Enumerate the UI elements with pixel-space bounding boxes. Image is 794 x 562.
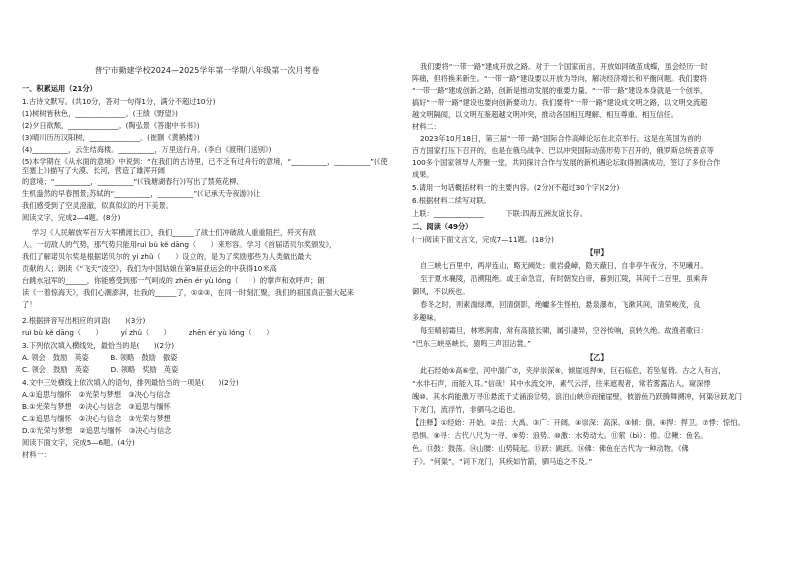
passage-line-6: 读《一着惊海天》，我们心潮澎湃，壮我的______了，①②③，在同一时刻汇聚，我们的祖国真正强大起来 <box>22 288 354 297</box>
question-1-5-cont-c: 我们感受到了空灵澄澈，似真似幻的月下美景。 <box>22 201 173 210</box>
jia-line-3: 御风，不以疾也。 <box>412 287 470 296</box>
jia-line-7: “巴东三峡巫峡长，猿鸣三声泪沾裳。” <box>412 339 531 348</box>
material-two-line-1: 2023年10月18日，第三届“一带一路”国际合作高峰论坛在北京举行。这是在英国为首的 <box>420 134 702 143</box>
passage-line-2: 人、一切敌人的气势，那气势只能用ruì bù kě dāng（ ）来形容。学习《首届诺贝尔奖颁发》， <box>22 240 337 249</box>
question-1-2: (2)夕日欲颓，______________。(陶弘景《答谢中书书》) <box>22 121 200 130</box>
section-two-heading: 二、阅读（49分） <box>412 222 473 231</box>
jia-line-5: 多趣味。 <box>412 313 441 322</box>
text-jia-label: 【甲】 <box>586 248 608 257</box>
jia-line-1: 自三峡七百里中，两岸连山，略无阙处；重岩叠嶂，隐天蔽日，自非亭午夜分，不见曦月。 <box>420 261 708 270</box>
material-two-line-4: 成果。 <box>412 170 434 179</box>
material-two-label: 材料二： <box>412 122 441 131</box>
yi-line-3: 魄⑩。其水尚能激万寻⑪悬流千丈涌浪⑫势，浪泊山峡⑬而撞崖壁，彼游鱼乃跃腾舞溯冲，何渠⑭跃龙门 <box>412 392 742 401</box>
question-1-3: (3)晴川历历汉阳树，______________。(崔颢《黄鹤楼》) <box>22 133 200 142</box>
question-3-options-ab: A. 领会 鼓励 英姿 B. 领略 鼓励 傲姿 <box>22 353 178 362</box>
jia-line-2: 至于夏水襄陵，沿溯阻绝。或王命急宣，有时朝发白帝，暮到江陵，其间千二百里，虽乘奔 <box>420 274 708 283</box>
notes-line-1: 【注释】①经始：开始。②岳：大禹。③广：开阔。④崇深：高深。⑤傾：倒。⑥捍：捍卫。⑦悸：惊怕。 <box>412 418 745 427</box>
notes-line-4: 子》。“何渠”，“词下龙门，其疾如竹箭，驷马追之不及。” <box>412 457 593 466</box>
question-1-5: (5)本学期在《从水面的意境》中说到：“在我们的古诗里，已不乏有过舟行的意境，“__________，__________”(《使至塞上》)描写了大漠、长河，营造了雄浑开阔 <box>22 157 388 175</box>
exam-title: 普宁市勤建学校2024—2025学年第一学期八年级第一次月考卷 <box>94 66 320 75</box>
question-4: 4.文中三处横线上依次填入的语句，排列最恰当的一项是( )(2分) <box>22 378 239 387</box>
reading-intro-2-4: 阅读文字，完成2—4题。(8分) <box>22 213 121 222</box>
question-1-1: (1)树树皆秋色，______________。(王绩《野望》) <box>22 109 178 118</box>
notes-line-3: 色。⑬鼓：鼓荡。⑭山腰：山势陡起。⑮跃：跳跃。⑯佛：佛鱼在古代为一种动物。《佛 <box>412 444 689 453</box>
question-2: 2.根据拼音写出相应的词语( )(3分) <box>22 316 146 325</box>
notes-line-2: 恐惧。⑧寻：古代八尺为一寻。⑨势：浪势。⑩激：水势动大。⑪萦（bì）：倦。⑫鳅：鱼名。 <box>412 431 708 440</box>
passage-line-3: 我们了解诺贝尔奖是根据诺贝尔的 yí zhǔ（ ）设立的，是为了奖励那些为人类做出最大 <box>22 252 312 261</box>
section-one-heading: 一、积累运用（21分） <box>22 84 97 93</box>
question-4-option-b: B.①光荣与梦想 ②决心与信念 ③追思与缅怀 <box>22 402 171 411</box>
material-one-label: 材料一： <box>22 450 51 459</box>
question-3-options-cd: C. 领会 鼓励 英姿 D. 领略 奖励 英姿 <box>22 365 179 374</box>
question-5: 5.请用一句话概括材料一的主要内容。(2分)(不超过30个字)(2分) <box>412 183 620 192</box>
classical-intro: (一)阅读下面文言文，完成7—11题。(18分) <box>412 235 554 244</box>
question-1: 1.古诗文默写。(共10分，答对一句得1分，满分不超过10分) <box>22 97 216 106</box>
jia-line-6: 每至晴初霜旦，林寒涧肃，常有高猿长啸，属引凄异，空谷传响，哀转久绝。故渔者歌曰： <box>420 326 708 335</box>
text-yi-label: 【乙】 <box>586 353 608 362</box>
yi-line-4: 下龙门，流浮竹，非驷马之追也。 <box>412 405 520 414</box>
question-2-pinyin: ruì bù kě dāng（ ） yí zhǔ（ ） zhēn ér yù lóng（ ） <box>22 328 274 337</box>
material-one-line-1: 我们要将“一带一路”建成开放之路。对于一个国家而言，开放如同破茧成蝶，虽会经历一时 <box>420 62 708 71</box>
material-one-line-5: 越文明隔阂，以文明互鉴超越文明冲突，推动各国相互理解、相互尊重、相互信任。 <box>412 110 678 119</box>
couplet-line: 上联：______________ 下联:四海五洲友谊长存。 <box>412 209 587 218</box>
passage-line-4: 贡献的人；朗读《“飞天”凌空》，我们为中国姑娘在第9届亚运会的中获得10米高 <box>22 264 277 273</box>
question-6: 6.根据材料二续写对联。 <box>412 196 491 205</box>
question-1-5-cont-b: 生机盎然的早春图景;苏轼的“__________，__________”(《记承天寺夜游》)让 <box>22 189 261 198</box>
passage-line-1: 学习《人民解放军百万大军横渡长江》，我们______了战士们冲破敌人重重阻拦，歼灭有敌 <box>32 228 316 237</box>
question-1-4: (4)__________，云生结海楼。__________，万里送行舟。(李白《渡荆门送别》) <box>22 145 272 154</box>
material-one-line-3: “一带一路”建成创新之路，创新是推动发展的重要力量。“一带一路”建设本身就是一个创举， <box>412 86 708 95</box>
question-3: 3.下列依次填入横线处，最恰当的是( )(2分) <box>22 341 175 350</box>
passage-line-7: 了！ <box>22 300 37 309</box>
question-1-5-cont-a: 的意境；“__________，__________”(《钱塘湖春行》)写出了禁苑花柳、 <box>22 177 244 186</box>
material-two-line-2: 百方国家打压下召开的，也是在俄乌战争、巴以冲突国际动荡形势下召开的，俄罗斯总统普京等 <box>412 146 714 155</box>
question-4-option-a: A.①追思与缅怀 ②光荣与梦想 ③决心与信念 <box>22 390 171 399</box>
reading-intro-5-6: 阅读下面文字，完成5—6题。(4分) <box>22 438 135 447</box>
question-4-option-c: C.①追思与缅怀 ②决心与信念 ③光荣与梦想 <box>22 414 171 423</box>
yi-line-1: 此石经始⑤高⑥堂，河中湍广⑦，夹岸崇深⑧，傾崖返捍⑨，巨石临危，若坠复倚。古之人有言， <box>420 366 726 375</box>
material-one-line-4: 搞好“一带一路”建设也要向创新要动力。我们要将“一带一路”建设成文明之路，以文明交流超 <box>412 98 708 107</box>
material-two-line-3: 100多个国家领导人齐聚一堂，共同探讨合作与发展的新机遇论坛取得圆满成功，签订了多份合作 <box>412 158 721 167</box>
material-one-line-2: 阵痛，但将换来新生。“一带一路”建设要以开放为导向，解决经济增长和平衡问题。我们要将 <box>412 74 707 83</box>
yi-line-2: “水非石声，而能入耳。”信哉！其中水流交冲，素气云浮，往来遮观者，常若雾露沾人，窥深悸 <box>412 379 711 388</box>
jia-line-4: 春冬之时，则素湍绿潭，回清倒影，绝巘多生怪柏，悬泉瀑布，飞漱其间，清荣峻茂，良 <box>420 300 701 309</box>
passage-line-5: 台跳水冠军的______，你能感受到那一气呵成的 zhēn ér yù lóng（ ）的掌声和欢呼声；朗 <box>22 276 325 285</box>
question-4-option-d: D.①光荣与梦想 ②追思与缅怀 ③决心与信念 <box>22 426 172 435</box>
